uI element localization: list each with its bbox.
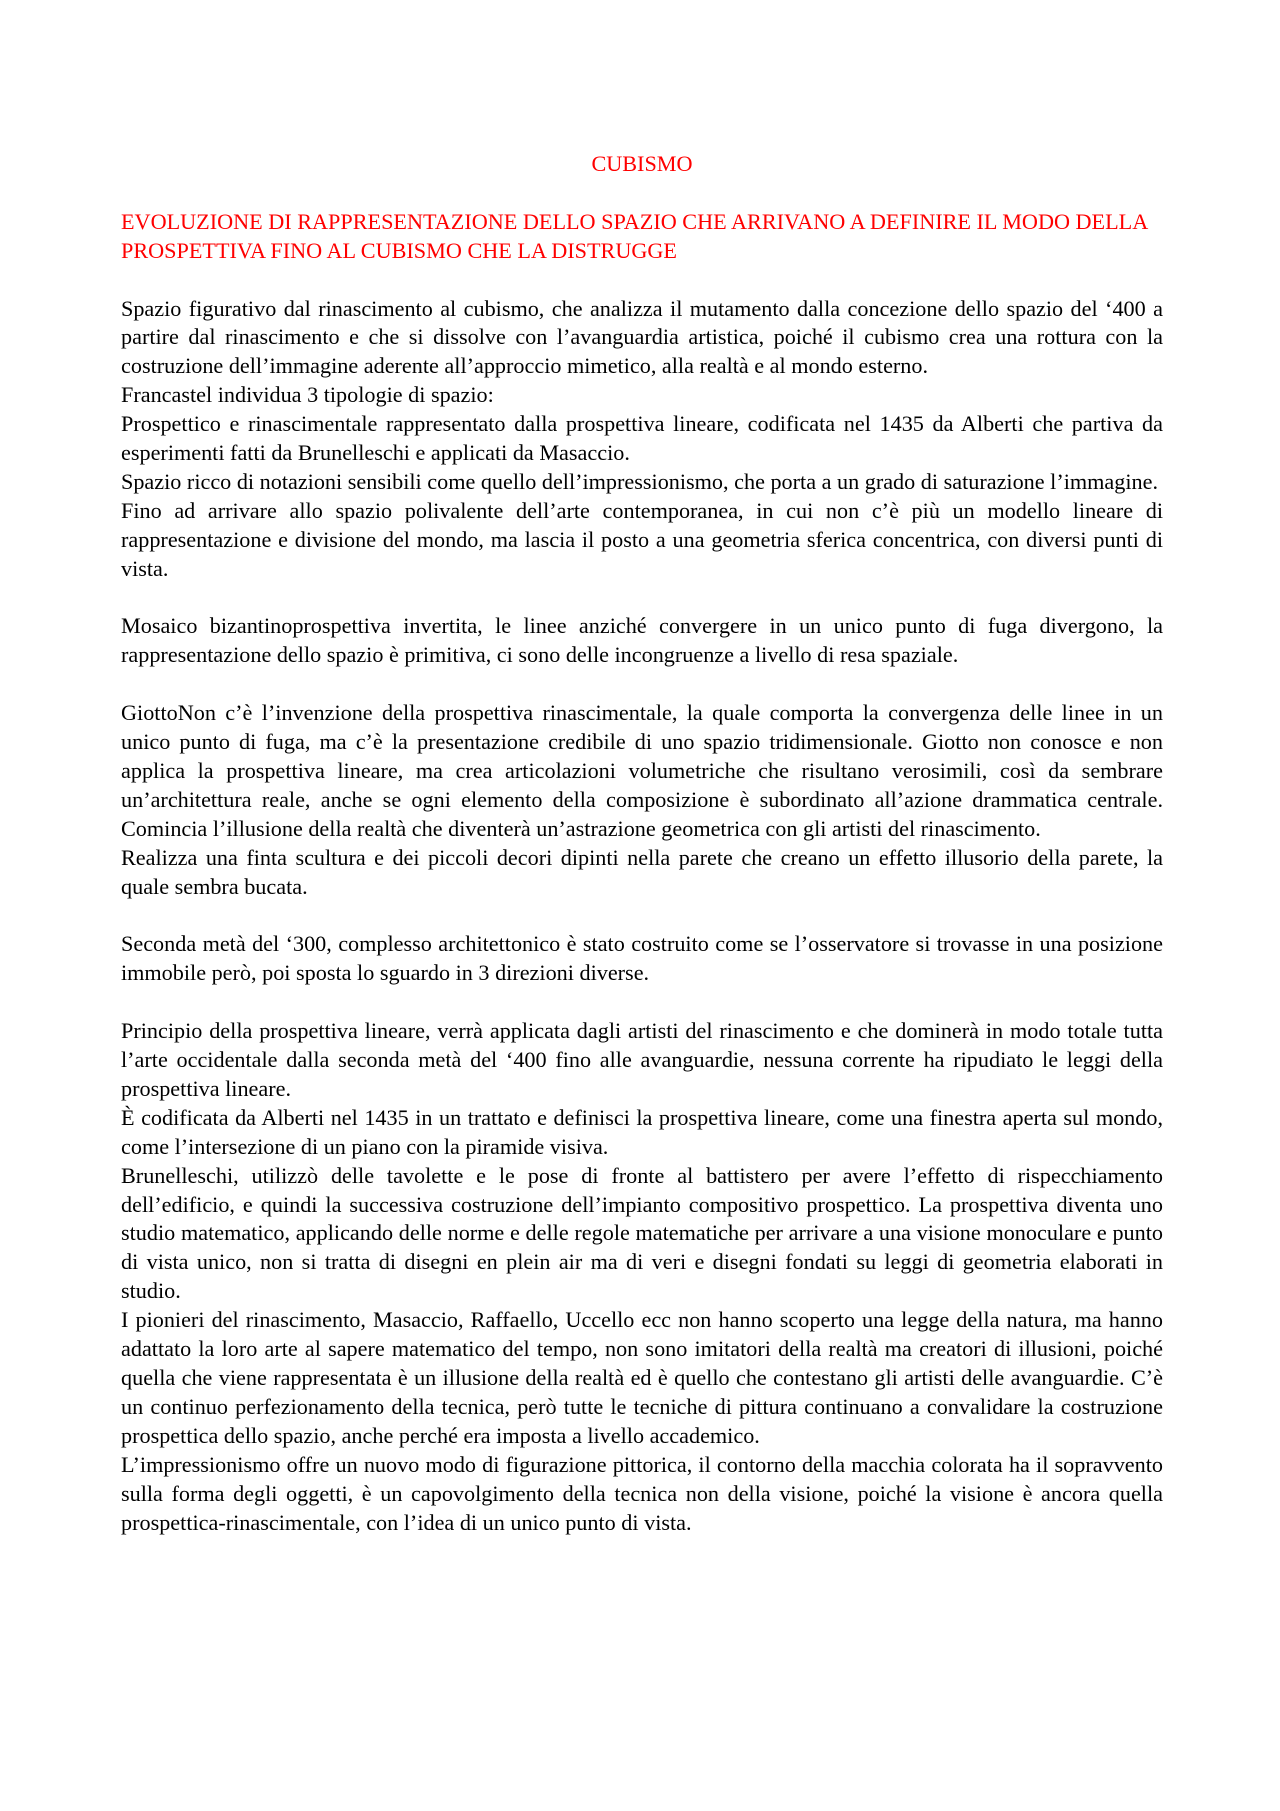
paragraph-pionieri: I pionieri del rinascimento, Masaccio, Raffaello, Uccello ecc non hanno scoperto una legge della natura, ma hanno adattato la loro arte al sapere matematico del tempo, non sono imitatori della realtà ma creatori di illusioni, poiché quella che viene rappresentata è un illusione della realtà ed è quello che contestano gli artisti delle avanguardie. C’è un continuo perfezionamento della tecnica, però tutte le tecniche di pittura continuano a convalidare la costruzione prospettica dello spazio, anche perché era imposta a livello accademico.: [121, 1307, 1163, 1448]
paragraph-mosaico: Mosaico bizantinoprospettiva invertita, le linee anziché convergere in un unico punto di fuga divergono, la rappresentazione dello spazio è primitiva, ci sono delle incongruenze a livello di resa spaziale.: [121, 613, 1163, 668]
paragraph-francastel: Francastel individua 3 tipologie di spazio:: [121, 382, 494, 408]
paragraph-brunelleschi: Brunelleschi, utilizzò delle tavolette e le pose di fronte al battistero per avere l’effetto di rispecchiamento dell’edificio, e quindi la successiva costruzione dell’impianto compositivo prospettico. La prospettiva diventa uno studio matematico, applicando delle norme e delle regole matematiche per arrivare a una visione monoculare e punto di vista unico, non si tratta di disegni en plein air ma di veri e disegni fondati su leggi di geometria elaborati in studio.: [121, 1162, 1163, 1304]
document-subtitle: EVOLUZIONE DI RAPPRESENTAZIONE DELLO SPAZIO CHE ARRIVANO A DEFINIRE IL MODO DELLA PROSPETTIVA FINO AL CUBISMO CHE LA DISTRUGGE: [121, 208, 1148, 263]
paragraph-gap: [121, 988, 1163, 1017]
paragraph-impressionismo: L’impressionismo offre un nuovo modo di figurazione pittorica, il contorno della macchia colorata ha il sopravvento sulla forma degli oggetti, è un capovolgimento della tecnica non della visione, poiché la visione è ancora quella prospettica-rinascimentale, con l’idea di un unico punto di vista.: [121, 1451, 1163, 1535]
paragraph-finta-scultura: Realizza una finta scultura e dei piccoli decori dipinti nella parete che creano un effetto illusorio della parete, la quale sembra bucata.: [121, 844, 1163, 899]
paragraph-space-type-3: Fino ad arrivare allo spazio polivalente dell’arte contemporanea, in cui non c’è più un modello lineare di rappresentazione e divisione del mondo, ma lascia il posto a una geometria sferica concentrica, con diversi punti di vista.: [121, 497, 1163, 581]
document-page: [121, 150, 1163, 1537]
paragraph-gap: [121, 584, 1163, 613]
paragraph-space-type-2: Spazio ricco di notazioni sensibili come quello dell’impressionismo, che porta a un grado di saturazione l’immagine.: [121, 468, 1158, 494]
paragraph-space-type-1: Prospettico e rinascimentale rappresentato dalla prospettiva lineare, codificata nel 1435 da Alberti che partiva da esperimenti fatti da Brunelleschi e applicati da Masaccio.: [121, 411, 1163, 466]
paragraph-seconda-meta: Seconda metà del ‘300, complesso architettonico è stato costruito come se l’osservatore si trovasse in una posizione immobile però, poi sposta lo sguardo in 3 direzioni diverse.: [121, 931, 1163, 986]
paragraph-alberti: È codificata da Alberti nel 1435 in un trattato e definisci la prospettiva lineare, come una finestra aperta sul mondo, come l’intersezione di un piano con la piramide visiva.: [121, 1104, 1163, 1159]
paragraph-giotto: GiottoNon c’è l’invenzione della prospettiva rinascimentale, la quale comporta la convergenza delle linee in un unico punto di fuga, ma c’è la presentazione credibile di uno spazio tridimensionale. Giotto non conosce e non applica la prospettiva lineare, ma crea articolazioni volumetriche che risultano verosimili, così da sembrare un’architettura reale, anche se ogni elemento della composizione è subordinato all’azione drammatica centrale. Comincia l’illusione della realtà che diventerà un’astrazione geometrica con gli artisti del rinascimento.: [121, 700, 1163, 841]
paragraph-gap: [121, 902, 1163, 931]
document-title: CUBISMO: [591, 151, 693, 176]
paragraph-gap: [121, 670, 1163, 699]
paragraph-intro: Spazio figurativo dal rinascimento al cubismo, che analizza il mutamento dalla concezione dello spazio del ‘400 a partire dal rinascimento e che si dissolve con l’avanguardia artistica, poiché il cubismo crea una rottura con la costruzione dell’immagine aderente all’approccio mimetico, alla realtà e al mondo esterno.: [121, 295, 1163, 379]
paragraph-principio: Principio della prospettiva lineare, verrà applicata dagli artisti del rinascimento e che dominerà in modo totale tutta l’arte occidentale dalla seconda metà del ‘400 fino alle avanguardie, nessuna corrente ha ripudiato le leggi della prospettiva lineare.: [121, 1018, 1163, 1101]
